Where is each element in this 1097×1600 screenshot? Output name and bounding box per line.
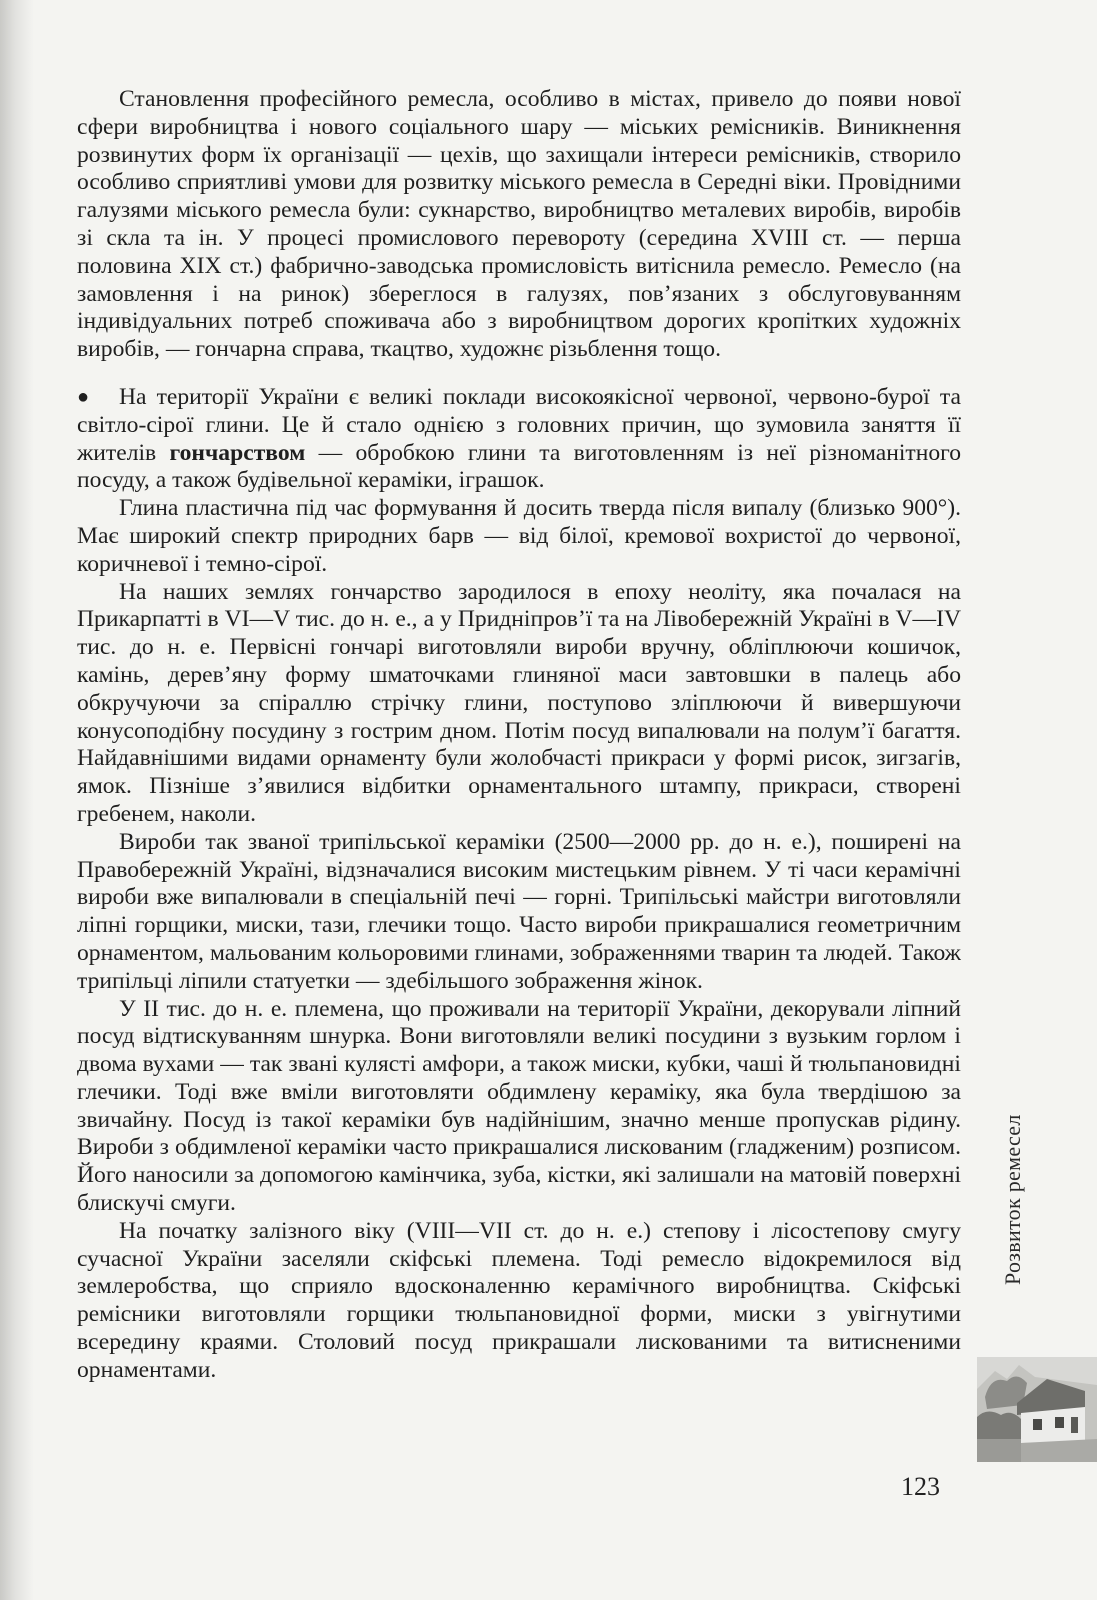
paragraph-1: Становлення професійного ремесла, особливо в містах, привело до появи нової сфери виробництва і нового соціального шару — міських ремісників. Виникнення розвинутих форм їх організації — цехів, що захищали інтереси ремісників, створило особливо сприятливі умови для розвитку міського ремесла в Середні віки. Провідними галузями міського ремесла були: сукнарство, виробництво металевих виробів, виробів зі скла та ін. У процесі промислового перевороту (середина XVIII ст. — перша половина XIX ст.) фабрично-заводська промисловість витіснила ремесло. Ремесло (на замовлення і на ринок) збереглося в галузях, пов’язаних з обслуговуванням індивідуальних потреб споживача або з виробництвом дорогих кропітких художніх виробів, — гончарна справа, ткацтво, художнє різьблення тощо. — [77, 86, 961, 363]
page-edge-shadow — [0, 0, 34, 1600]
paragraph-gap — [77, 364, 961, 384]
paragraph-3: Глина пластична під час формування й досить тверда після випалу (близько 900°). Має широкий спектр природних барв — від білої, кремової вохристої до червоної, коричневої і темно-сірої. — [77, 495, 961, 577]
paragraph-2-start: На території України є великі поклади високоякісної червоної, червоно-бурої та світло-сірої глини. Це й стало однією з головних причин, що зумовила заняття її жителів — [77, 383, 961, 466]
house-thumbnail-image — [977, 1357, 1097, 1462]
paragraph-4: На наших землях гончарство зародилося в епоху неоліту, яка почалася на Прикарпатті в VI—V тис. до н. е., а у Придніпров’ї та на Лівобережній Україні в V—IV тис. до н. е. Первісні гончарі виготовляли вироби вручну, обліплюючи кошичок, камінь, дерев’яну форму шматочками глиняної маси завтовшки в палець або обкручуючи за спіраллю стрічку глини, поступово зліплюючи й вивершуючи конусоподібну посудину з гострим дном. Потім посуд випалювали на полум’ї багаття. Найдавнішими видами орнаменту були жолобчасті прикраси у формі рисок, зигзагів, ямок. Пізніше з’явилися відбитки орнаментального штампу, прикраси, створені гребенем, наколи. — [77, 578, 961, 827]
page-number: 123 — [901, 1472, 940, 1501]
paragraph-2-end: — обробкою глини та виготовленням із неї різноманітного посуду, а також будівельної кераміки, іграшок. — [77, 439, 961, 494]
paragraph-5: Вироби так званої трипільської кераміки (2500—2000 рр. до н. е.), поширені на Правобережній Україні, відзначалися високим мистецьким рівнем. У ті часи керамічні вироби вже випалювали в спеціальній печі — горні. Трипільські майстри виготовляли ліпні горщики, миски, тази, глечики тощо. Часто вироби прикрашалися геометричним орнаментом, мальованим кольоровими глинами, зображеннями тварин та людей. Також трипільці ліпили статуетки — здебільшого зображення жінок. — [77, 828, 961, 994]
paragraph-2 — [77, 384, 961, 495]
paragraph-6: У II тис. до н. е. племена, що проживали на території України, декорували ліпний посуд відтискуванням шнурка. Вони виготовляли великі посудини з вузьким горлом і двома вухами — так звані кулясті амфори, а також миски, кубки, чаші й тюльпановидні глечики. Тоді вже вміли виготовляти обдимлену кераміку, яка була твердішою за звичайну. Посуд із такої кераміки був надійнішим, значно менше пропускав рідину. Вироби з обдимленої кераміки часто прикрашалися лискованим (гладженим) розписом. Його наносили за допомогою камінчика, зуба, кістки, які залишали на матовій поверхні блискучі смуги. — [77, 995, 961, 1217]
main-text — [77, 86, 961, 1385]
paragraph-7: На початку залізного віку (VIII—VII ст. до н. е.) степову і лісостепову смугу сучасної України заселяли скіфські племена. Тоді ремесло відокремилося від землеробства, що сприяло вдосконаленню керамічного виробництва. Скіфські ремісники виготовляли горщики тюльпановидної форми, миски з увігнутими всередину краями. Столовий посуд прикрашали лискованими та витисненими орнаментами. — [77, 1217, 961, 1383]
term-pottery: гончарством — [169, 439, 306, 466]
house-picture-icon — [977, 1357, 1097, 1462]
section-side-title: Розвиток ремесел — [1000, 1114, 1025, 1285]
bullet-icon: ● — [77, 385, 90, 408]
